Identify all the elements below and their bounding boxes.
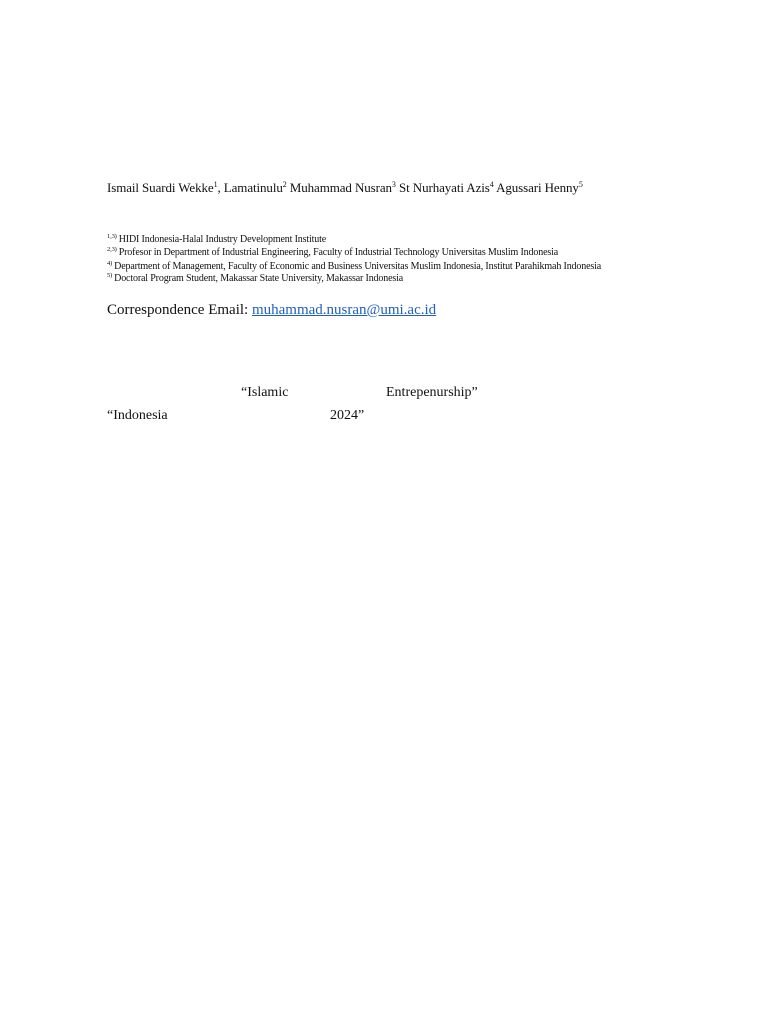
affiliation-text: Profesor in Department of Industrial Engineering, Faculty of Industrial Technology Universitas Muslim Indonesia [118,247,559,258]
affiliation-line [107,273,403,284]
title-fragment-entrepreneurship: Entrepenurship” [386,385,478,400]
author-name: Ismail Suardi Wekke [107,180,214,195]
affiliation-marker: 1,3) [107,233,117,240]
correspondence-line [107,302,436,319]
author-name: St Nurhayati Azis [398,180,490,195]
title-fragment-islamic: “Islamic [241,385,289,400]
author-name: Agussari Henny [496,180,579,195]
affiliation-text: Department of Management, Faculty of Economic and Business Universitas Muslim Indonesia, Institut Parahikmah Indonesia [114,261,602,272]
correspondence-email-link[interactable]: muhammad.nusran@umi.ac.id [251,302,437,318]
author-superscript: 2 [282,180,287,189]
title-fragment-indonesia: “Indonesia [107,408,168,423]
author-superscript: 4 [489,180,494,189]
affiliation-line [107,247,558,258]
author-superscript: 1 [213,180,218,189]
author-name: Muhammad Nusran [289,180,392,195]
affiliation-text: Doctoral Program Student, Makassar State University, Makassar Indonesia [114,273,404,284]
affiliation-marker: 4) [107,260,113,267]
affiliation-line [107,234,326,245]
affiliation-marker: 5) [107,272,113,279]
author-separator: , [217,180,224,195]
affiliation-line [107,261,601,272]
affiliation-marker: 2,3) [107,246,117,253]
affiliation-text: HIDI Indonesia-Halal Industry Development Institute [118,234,326,245]
correspondence-label: Correspondence Email: [107,302,252,318]
title-fragment-year: 2024” [330,408,365,423]
author-superscript: 5 [578,180,583,189]
author-list [107,180,583,196]
author-superscript: 3 [391,180,396,189]
author-name: Lamatinulu [223,180,283,195]
